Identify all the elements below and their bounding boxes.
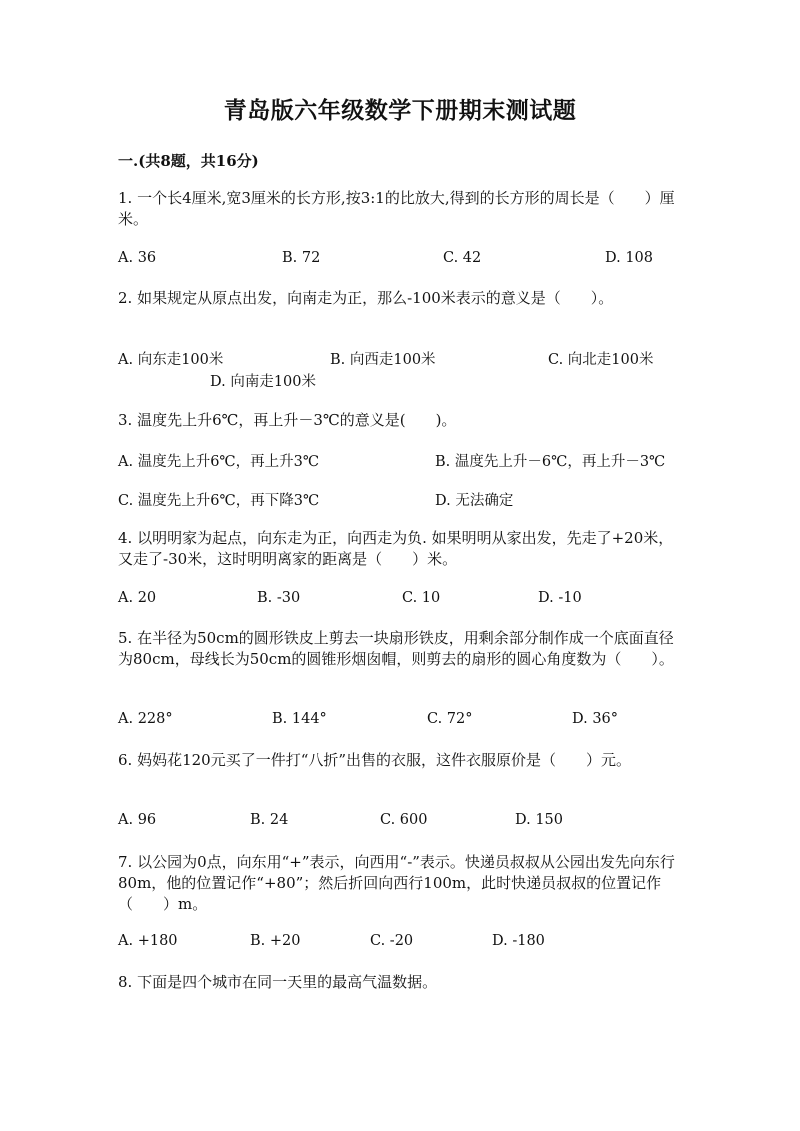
question-3-stem: 3. 温度先上升6℃，再上升－3℃的意义是( )。 (118, 411, 457, 429)
question-1-option-b: B. 72 (282, 250, 321, 266)
question-3-option-c: C. 温度先上升6℃，再下降3℃ (118, 493, 320, 509)
question-5-option-a: A. 228° (118, 711, 173, 727)
section-heading: 一.(共8题，共16分) (118, 152, 259, 170)
question-4-option-c: C. 10 (402, 590, 441, 606)
question-2-option-c: C. 向北走100米 (548, 352, 654, 368)
question-5-option-d: D. 36° (572, 711, 619, 727)
question-4-option-d: D. -10 (538, 590, 582, 606)
question-7-option-b: B. +20 (250, 933, 301, 949)
question-2-option-d: D. 向南走100米 (210, 374, 317, 390)
question-7-option-c: C. -20 (370, 933, 414, 949)
question-4-stem: 4. 以明明家为起点，向东走为正，向西走为负. 如果明明从家出发，先走了+20米，又走了-30米，这时明明离家的距离是（ ）米。 (118, 529, 674, 568)
question-6-option-d: D. 150 (515, 812, 564, 828)
question-7-option-d: D. -180 (492, 933, 545, 949)
question-6-option-a: A. 96 (118, 812, 157, 828)
question-2-option-b: B. 向西走100米 (330, 352, 436, 368)
question-7-option-a: A. +180 (118, 933, 178, 949)
question-1-option-d: D. 108 (605, 250, 654, 266)
question-4-option-b: B. -30 (257, 590, 301, 606)
question-5-option-b: B. 144° (272, 711, 327, 727)
question-3-option-a: A. 温度先上升6℃，再上升3℃ (118, 454, 320, 470)
question-5-stem: 5. 在半径为50cm的圆形铁皮上剪去一块扇形铁皮，用剩余部分制作成一个底面直径为80cm，母线长为50cm的圆锥形烟囱帽，则剪去的扇形的圆心角度数为（ ）。 (118, 629, 674, 668)
question-6-option-c: C. 600 (380, 812, 428, 828)
page-title: 青岛版六年级数学下册期末测试题 (223, 97, 577, 124)
question-6-option-b: B. 24 (250, 812, 289, 828)
question-3-option-d: D. 无法确定 (435, 493, 514, 509)
question-1-option-a: A. 36 (118, 250, 157, 266)
question-2-stem: 2. 如果规定从原点出发，向南走为正，那么-100米表示的意义是（ ）。 (118, 289, 614, 307)
question-7-stem: 7. 以公园为0点，向东用“+”表示，向西用“-”表示。快递员叔叔从公园出发先向东行80m，他的位置记作“+80”；然后折回向西行100m，此时快递员叔叔的位置记作（ ）m。 (118, 853, 675, 913)
question-8-stem: 8. 下面是四个城市在同一天里的最高气温数据。 (118, 973, 438, 991)
question-3-option-b: B. 温度先上升－6℃，再上升－3℃ (435, 454, 666, 470)
question-6-stem: 6. 妈妈花120元买了一件打“八折”出售的衣服，这件衣服原价是（ ）元。 (118, 751, 632, 769)
question-4-option-a: A. 20 (118, 590, 157, 606)
question-2-option-a: A. 向东走100米 (118, 352, 224, 368)
question-5-option-c: C. 72° (427, 711, 473, 727)
question-1-option-c: C. 42 (443, 250, 482, 266)
question-1-stem: 1. 一个长4厘米,宽3厘米的长方形,按3:1的比放大,得到的长方形的周长是（ ）厘米。 (118, 189, 675, 228)
